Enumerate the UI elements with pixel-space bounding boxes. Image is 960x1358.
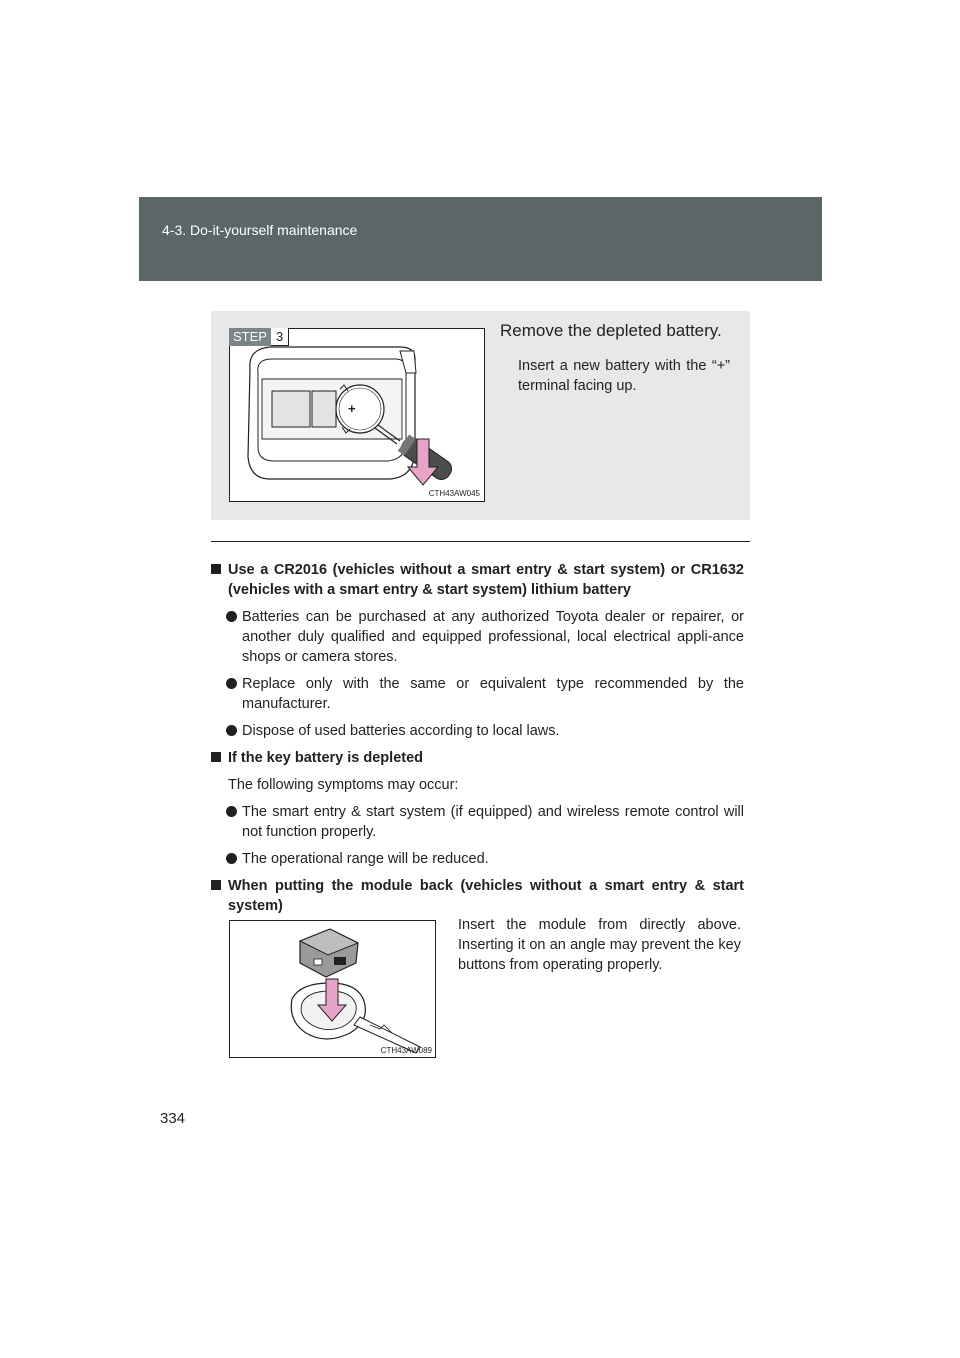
step-number: 3 [271, 328, 289, 346]
step-label: STEP [229, 328, 271, 346]
illustration-code: CTH43AW045 [428, 489, 480, 498]
round-bullet-icon [226, 725, 237, 736]
list-item: Batteries can be purchased at any authorized Toyota dealer or repairer, or another duly qualified and equipped professional, local electrical appli-ance shops or camera stores. [211, 607, 744, 667]
step-instruction: Remove the depleted battery. [500, 321, 722, 340]
note-heading-module-back: When putting the module back (vehicles without a smart entry & start system) [211, 876, 744, 916]
section-header-band [139, 197, 822, 281]
list-item: Replace only with the same or equivalent type recommended by the manufacturer. [211, 674, 744, 714]
square-bullet-icon [211, 880, 221, 890]
illustration-code: CTH43AW089 [380, 1046, 432, 1055]
square-bullet-icon [211, 752, 221, 762]
list-item: Dispose of used batteries according to local laws. [211, 721, 744, 741]
note-heading-depleted: If the key battery is depleted [211, 748, 744, 768]
note-intro: The following symptoms may occur: [228, 777, 459, 793]
section-divider [211, 541, 750, 542]
key-battery-diagram [230, 329, 484, 501]
page-number: 334 [160, 1110, 186, 1127]
round-bullet-icon [226, 853, 237, 864]
battery-removal-illustration [229, 328, 485, 502]
round-bullet-icon [226, 806, 237, 817]
round-bullet-icon [226, 611, 237, 622]
list-item: The smart entry & start system (if equipped) and wireless remote control will not function properly. [211, 802, 744, 842]
module-insertion-text: Insert the module from directly above. Inserting it on an angle may prevent the key buttons from operating properly. [458, 917, 741, 973]
key-module-diagram [230, 921, 435, 1057]
notes-content [211, 560, 744, 916]
list-item: The operational range will be reduced. [211, 849, 744, 869]
module-insertion-illustration [229, 920, 436, 1058]
note-heading-battery-type: Use a CR2016 (vehicles without a smart entry & start system) or CR1632 (vehicles with a smart entry & start system) lithium battery [211, 560, 744, 600]
step-sub-instruction: Insert a new battery with the “+” terminal facing up. [518, 358, 730, 394]
section-title: 4-3. Do-it-yourself maintenance [162, 222, 358, 238]
square-bullet-icon [211, 564, 221, 574]
battery-plus-symbol: + [348, 401, 356, 416]
step-badge [229, 328, 289, 346]
round-bullet-icon [226, 678, 237, 689]
